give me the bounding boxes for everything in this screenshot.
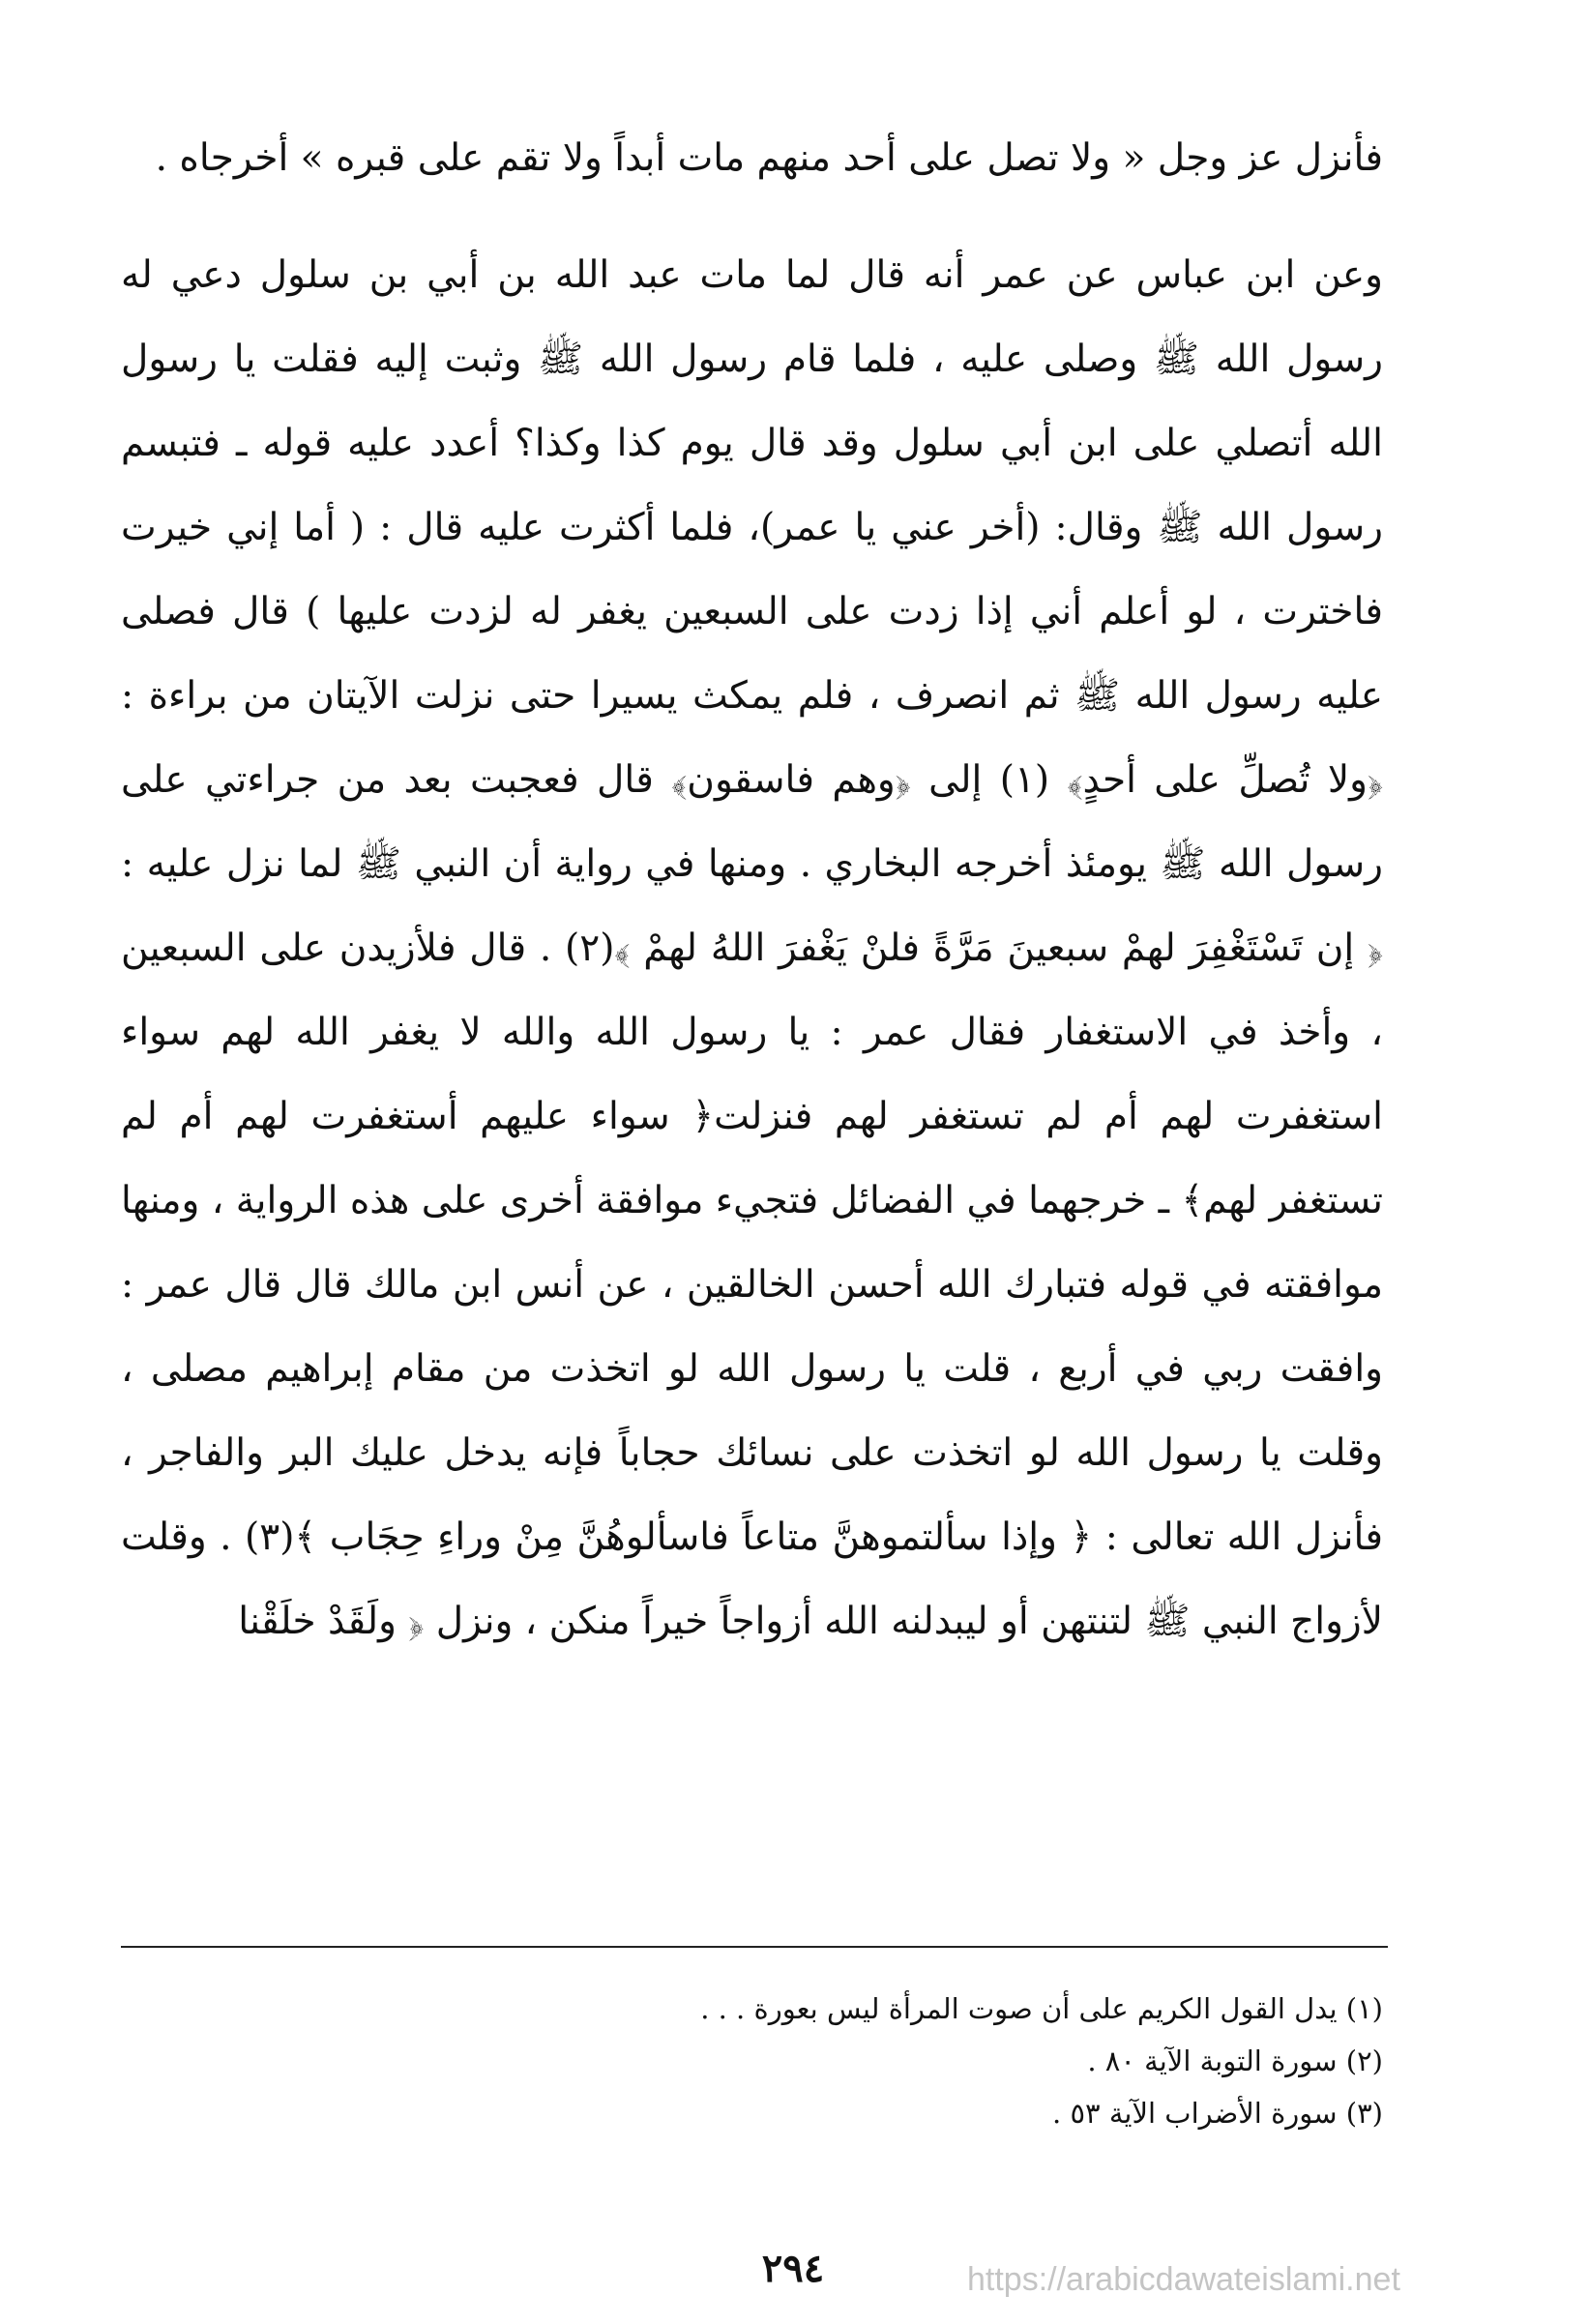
footnote-2: (٢) سورة التوبة الآية ٨٠ . xyxy=(1087,2045,1383,2077)
paragraph-1: فأنزل عز وجل « ولا تصل على أحد منهم مات أبداً ولا تقم على قبره » أخرجاه . xyxy=(155,136,1383,180)
paragraph-2: وعن ابن عباس عن عمر أنه قال لما مات عبد الله بن أبي بن سلول دعي له رسول الله ﷺ وصلى عليه ، فلما قام رسول الله ﷺ وثبت إليه فقلت يا رسول الله أتصلي على ابن أبي سلول وقد قال يوم كذا وكذا؟ أعدد عليه قوله ـ فتبسم رسول الله ﷺ وقال: (أخر عني يا عمر)، فلما أكثرت عليه قال : ( أما إني خيرت فاخترت ، لو أعلم أني إذا زدت على السبعين يغفر له لزدت عليها ) قال فصلى عليه رسول الله ﷺ ثم انصرف ، فلم يمكث يسيرا حتى نزلت الآيتان من براءة : ﴿ولا تُصلِّ على أحدٍ﴾ (١) إلى ﴿وهم فاسقون﴾ قال فعجبت بعد من جراءتي على رسول الله ﷺ يومئذ أخرجه البخاري . ومنها في رواية أن النبي ﷺ لما نزل عليه : ﴿ إن تَسْتَغْفِرَ لهمْ سبعينَ مَرَّةً فلنْ يَغْفرَ اللهُ لهمْ ﴾(٢) . قال فلأزيدن على السبعين ، وأخذ في الاستغفار فقال عمر : يا رسول الله والله لا يغفر الله لهم سواء استغفرت لهم أم لم تستغفر لهم فنزلت﴿ سواء عليهم أستغفرت لهم أم لم تستغفر لهم﴾ ـ خرجهما في الفضائل فتجيء موافقة أخرى على هذه الرواية ، ومنها موافقته في قوله فتبارك الله أحسن الخالقين ، عن أنس ابن مالك قال قال عمر : وافقت ربي في أربع ، قلت يا رسول الله لو اتخذت من مقام إبراهيم مصلى ، وقلت يا رسول الله لو اتخذت على نسائك حجاباً فإنه يدخل عليك البر والفاجر ، فأنزل الله تعالى : ﴿ وإذا سألتموهنَّ متاعاً فاسألوهُنَّ مِنْ وراءِ حِجَاب ﴾(٣) . وقلت لأزواج النبي ﷺ لتنتهن أو ليبدلنه الله أزواجاً خيراً منكن ، ونزل ﴿ ولَقَدْ خلَقْنا xyxy=(121,253,1384,1643)
footnote-1: (١) يدل القول الكريم على أن صوت المرأة ليس بعورة . . . xyxy=(700,1992,1383,2025)
footnote-3: (٣) سورة الأضراب الآية ٥٣ . xyxy=(1052,2097,1383,2130)
page-number: ٢٩٤ xyxy=(761,2246,825,2291)
main-text xyxy=(121,116,1383,1663)
footnotes xyxy=(290,1983,1383,2139)
footnote-divider xyxy=(121,1946,1388,1948)
paragraph-spacer xyxy=(121,200,1383,233)
watermark-url: https://arabicdawateislami.net xyxy=(967,2261,1400,2298)
